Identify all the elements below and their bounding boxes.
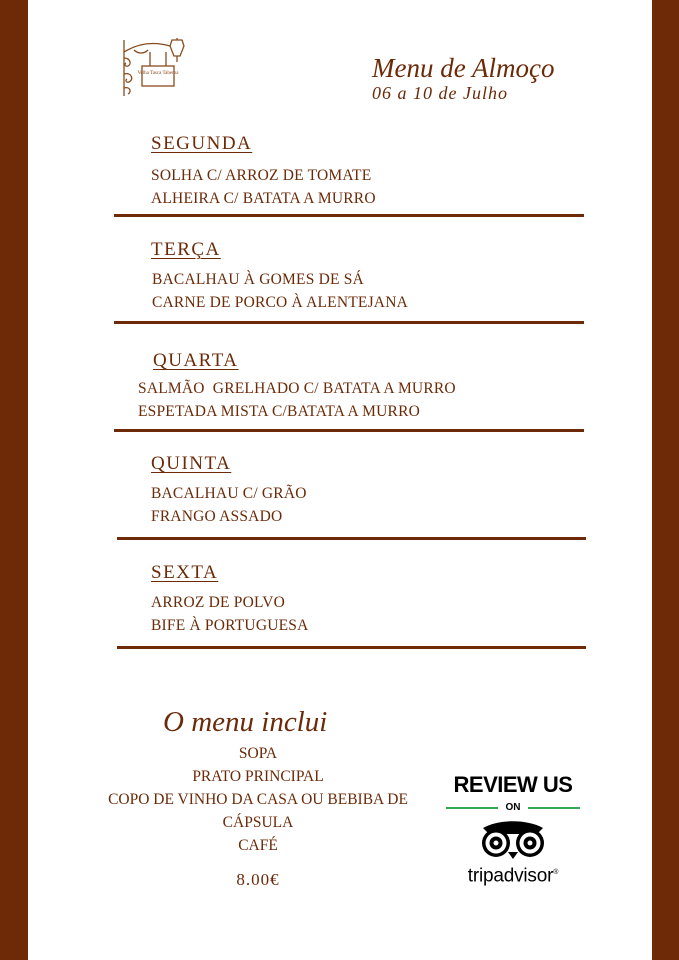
registered-mark: ®	[553, 869, 559, 876]
includes-list	[90, 742, 426, 857]
on-label: ON	[505, 802, 521, 813]
divider	[117, 537, 586, 540]
tripadvisor-word: tripadvisor	[467, 865, 554, 887]
day-section-segunda	[151, 133, 376, 210]
left-border	[0, 0, 28, 960]
day-section-quinta	[151, 453, 307, 528]
tripadvisor-wordmark	[440, 862, 586, 887]
dish-item: ALHEIRA C/ BATATA A MURRO	[151, 190, 376, 207]
day-name: QUINTA	[151, 453, 232, 474]
dish-item: SALMÃO GRELHADO C/ BATATA A MURRO	[138, 380, 456, 397]
tripadvisor-badge[interactable]	[440, 772, 586, 892]
divider	[114, 321, 584, 324]
page-title: Menu de Almoço	[372, 53, 555, 83]
divider	[114, 429, 584, 432]
includes-item: COPO DE VINHO DA CASA OU BEBIBA DE	[108, 791, 408, 808]
review-us-label: REVIEW US	[453, 772, 573, 797]
price: 8.00€	[236, 870, 280, 889]
includes-item: CÁPSULA	[222, 814, 294, 831]
dish-item: ESPETADA MISTA C/BATATA A MURRO	[138, 403, 421, 420]
tripadvisor-owl-icon	[475, 820, 551, 860]
divider	[117, 646, 586, 649]
on-divider	[440, 800, 586, 816]
day-name: SEXTA	[151, 562, 219, 583]
day-name: TERÇA	[151, 239, 221, 260]
includes-item: SOPA	[238, 745, 278, 762]
includes-item: PRATO PRINCIPAL	[192, 768, 324, 785]
right-border	[652, 0, 679, 960]
dish-item: BACALHAU C/ GRÃO	[151, 485, 307, 502]
day-section-terca	[151, 239, 408, 314]
day-name: SEGUNDA	[151, 133, 253, 154]
dish-item: FRANGO ASSADO	[151, 508, 283, 525]
header	[372, 52, 554, 104]
dish-item: SOLHA C/ ARROZ DE TOMATE	[151, 167, 372, 184]
day-section-sexta	[151, 562, 308, 637]
dish-item: CARNE DE PORCO À ALENTEJANA	[152, 294, 408, 311]
divider	[114, 214, 584, 217]
day-name: QUARTA	[153, 350, 239, 371]
dish-item: BACALHAU À GOMES DE SÁ	[152, 271, 364, 288]
includes-title: O menu inclui	[163, 706, 328, 738]
logo-text: Velha Tasca Taberna	[137, 71, 179, 76]
day-section-quarta	[138, 350, 456, 423]
includes-item: CAFÉ	[238, 837, 278, 854]
page-subtitle: 06 a 10 de Julho	[372, 83, 508, 103]
dish-item: ARROZ DE POLVO	[151, 594, 285, 611]
lantern-sign-icon	[120, 38, 192, 100]
dish-item: BIFE À PORTUGUESA	[151, 617, 309, 634]
